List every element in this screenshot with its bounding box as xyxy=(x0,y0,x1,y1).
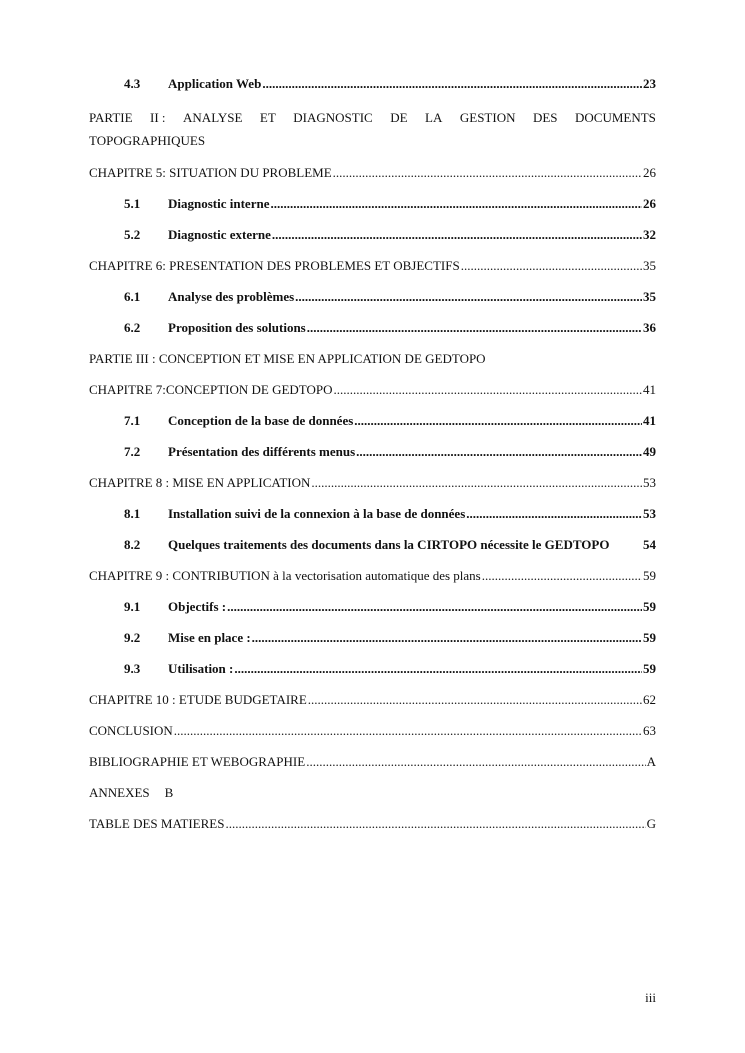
toc-entry-number: 8.2 xyxy=(124,537,141,552)
toc-entry-page: 23 xyxy=(643,76,656,91)
toc-chapter-9[interactable] xyxy=(89,568,656,584)
toc-entry-9-1[interactable] xyxy=(89,599,656,615)
toc-entry-title: Conception de la base de données xyxy=(168,413,354,428)
toc-table-des-matieres[interactable] xyxy=(89,816,656,832)
toc-chapter-6[interactable] xyxy=(89,258,656,274)
toc-entry-page: 36 xyxy=(643,320,656,335)
toc-entry-8-2[interactable] xyxy=(89,537,656,553)
toc-entry-number: 6.2 xyxy=(124,320,141,335)
toc-entry-page: 35 xyxy=(643,258,656,273)
toc-entry-6-2[interactable] xyxy=(89,320,656,336)
toc-entry-page: 53 xyxy=(643,506,656,521)
toc-entry-title: Proposition des solutions xyxy=(168,320,306,335)
toc-entry-page: 59 xyxy=(643,568,656,583)
toc-entry-title: Analyse des problèmes xyxy=(168,289,295,304)
toc-entry-title: TABLE DES MATIERES xyxy=(89,816,225,831)
table-of-contents xyxy=(89,74,656,832)
toc-entry-title: CONCLUSION xyxy=(89,723,173,738)
toc-entry-page: 53 xyxy=(643,475,656,490)
toc-conclusion[interactable] xyxy=(89,723,656,739)
toc-entry-page: 49 xyxy=(643,444,656,459)
toc-entry-8-1[interactable] xyxy=(89,506,656,522)
toc-entry-page: A xyxy=(646,754,656,769)
toc-leader-dots xyxy=(333,165,642,181)
toc-leader-dots xyxy=(466,506,642,522)
toc-chapter-7[interactable] xyxy=(89,382,656,398)
toc-leader-dots xyxy=(272,227,642,243)
toc-entry-title: CHAPITRE 9 : CONTRIBUTION à la vectorisation automatique des plans xyxy=(89,568,481,583)
toc-part-word: ET xyxy=(259,110,276,125)
toc-entry-page: 32 xyxy=(643,227,656,242)
toc-leader-dots xyxy=(234,661,642,677)
toc-entry-page: 59 xyxy=(643,599,656,614)
toc-leader-dots xyxy=(356,444,642,460)
toc-entry-page: B xyxy=(164,785,174,800)
toc-part-word: DES xyxy=(532,110,558,125)
toc-leader-dots xyxy=(306,754,645,770)
toc-entry-title: Application Web xyxy=(168,76,262,91)
toc-entry-number: 8.1 xyxy=(124,506,141,521)
toc-entry-5-1[interactable] xyxy=(89,196,656,212)
toc-entry-title: Diagnostic interne xyxy=(168,196,270,211)
toc-entry-title: ANNEXES xyxy=(89,785,150,800)
toc-entry-number: 7.1 xyxy=(124,413,141,428)
toc-chapter-8[interactable] xyxy=(89,475,656,491)
toc-entry-6-1[interactable] xyxy=(89,289,656,305)
toc-part-3[interactable]: PARTIE III : CONCEPTION ET MISE EN APPLICATION DE GEDTOPO xyxy=(89,351,486,366)
toc-entry-5-2[interactable] xyxy=(89,227,656,243)
toc-entry-title: Diagnostic externe xyxy=(168,227,271,242)
toc-chapter-10[interactable] xyxy=(89,692,656,708)
toc-entry-title: CHAPITRE 10 : ETUDE BUDGETAIRE xyxy=(89,692,307,707)
toc-entry-page: 41 xyxy=(643,413,656,428)
toc-part-2-line1 xyxy=(89,110,656,126)
toc-leader-dots xyxy=(308,692,642,708)
toc-leader-dots xyxy=(461,258,642,274)
toc-leader-dots xyxy=(307,320,642,336)
toc-part-word: DE xyxy=(390,110,408,125)
toc-entry-page: 41 xyxy=(643,382,656,397)
toc-entry-title: Installation suivi de la connexion à la base de données xyxy=(168,506,466,521)
toc-part-word: II : xyxy=(150,110,166,125)
page-number: iii xyxy=(645,990,656,1005)
toc-entry-page: 26 xyxy=(643,196,656,211)
toc-entry-page: 26 xyxy=(643,165,656,180)
toc-entry-title: Présentation des différents menus xyxy=(168,444,356,459)
toc-entry-number: 6.1 xyxy=(124,289,141,304)
toc-entry-page: 59 xyxy=(643,630,656,645)
toc-part-2-line2: TOPOGRAPHIQUES xyxy=(89,133,206,148)
toc-bibliographie[interactable] xyxy=(89,754,656,770)
toc-part-word: ANALYSE xyxy=(183,110,243,125)
toc-entry-number: 5.2 xyxy=(124,227,141,242)
toc-part-word: PARTIE xyxy=(89,110,133,125)
toc-entry-page: 59 xyxy=(643,661,656,676)
toc-leader-dots xyxy=(482,568,642,584)
toc-part-word: LA xyxy=(425,110,443,125)
toc-leader-dots xyxy=(270,196,642,212)
toc-leader-dots xyxy=(354,413,642,429)
toc-leader-dots xyxy=(262,76,642,92)
toc-entry-7-1[interactable] xyxy=(89,413,656,429)
toc-part-word: DIAGNOSTIC xyxy=(293,110,373,125)
toc-entry-4-3[interactable] xyxy=(89,76,656,92)
toc-entry-title: Objectifs : xyxy=(168,599,227,614)
toc-entry-title: BIBLIOGRAPHIE ET WEBOGRAPHIE xyxy=(89,754,306,769)
toc-entry-page: G xyxy=(646,816,656,831)
toc-leader-dots xyxy=(252,630,642,646)
toc-entry-9-3[interactable] xyxy=(89,661,656,677)
toc-annexes[interactable] xyxy=(89,785,656,801)
toc-entry-number: 5.1 xyxy=(124,196,141,211)
toc-entry-page: 62 xyxy=(643,692,656,707)
toc-leader-dots xyxy=(225,816,645,832)
toc-leader-dots xyxy=(334,382,642,398)
toc-leader-dots xyxy=(295,289,642,305)
toc-part-word: DOCUMENTS xyxy=(575,110,656,125)
toc-entry-7-2[interactable] xyxy=(89,444,656,460)
toc-entry-title: CHAPITRE 8 : MISE EN APPLICATION xyxy=(89,475,311,490)
toc-leader-dots xyxy=(227,599,642,615)
toc-leader-dots xyxy=(174,723,642,739)
toc-entry-number: 9.1 xyxy=(124,599,141,614)
toc-entry-title: CHAPITRE 7:CONCEPTION DE GEDTOPO xyxy=(89,382,333,397)
toc-entry-number: 7.2 xyxy=(124,444,141,459)
toc-entry-number: 9.2 xyxy=(124,630,141,645)
toc-entry-title: CHAPITRE 6: PRESENTATION DES PROBLEMES ET OBJECTIFS xyxy=(89,258,460,273)
toc-entry-number: 9.3 xyxy=(124,661,141,676)
toc-chapter-5[interactable] xyxy=(89,165,656,181)
toc-entry-title: Quelques traitements des documents dans la CIRTOPO nécessite le GEDTOPO xyxy=(168,537,610,552)
toc-entry-page: 35 xyxy=(643,289,656,304)
toc-entry-title: Utilisation : xyxy=(168,661,234,676)
toc-entry-title: CHAPITRE 5: SITUATION DU PROBLEME xyxy=(89,165,332,180)
toc-leader-dots xyxy=(311,475,642,491)
toc-part-2[interactable] xyxy=(89,110,656,149)
toc-entry-page: 63 xyxy=(643,723,656,738)
toc-entry-number: 4.3 xyxy=(124,76,141,91)
toc-entry-page: 54 xyxy=(643,537,656,552)
toc-entry-title: Mise en place : xyxy=(168,630,251,645)
toc-entry-9-2[interactable] xyxy=(89,630,656,646)
toc-part-word: GESTION xyxy=(459,110,516,125)
